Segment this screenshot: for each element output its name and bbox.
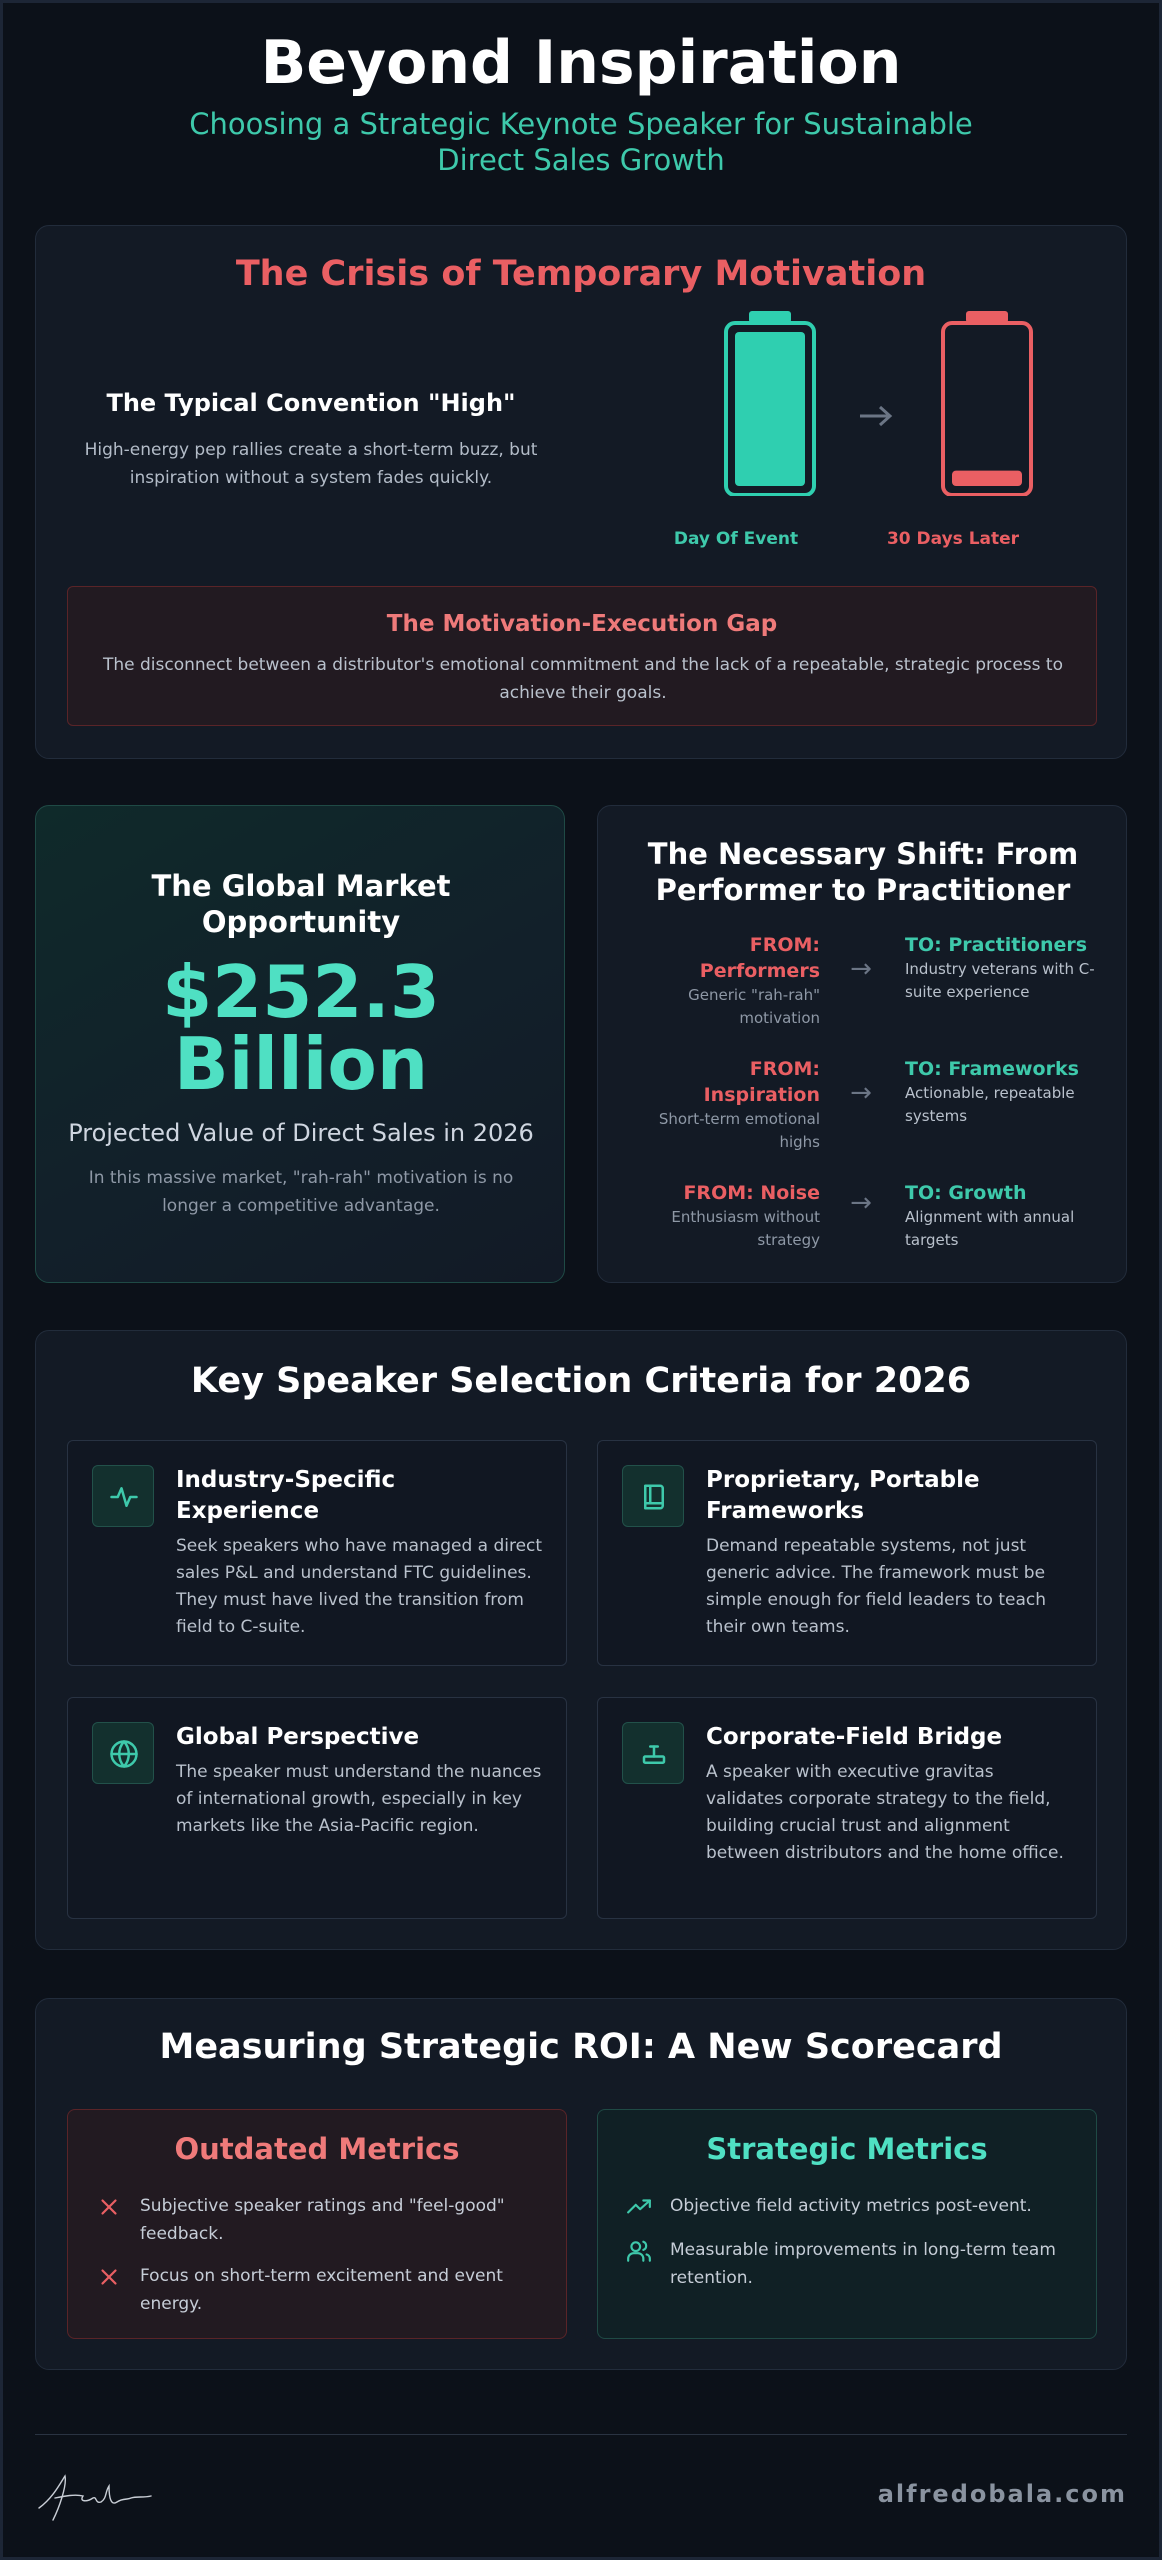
battery-low-label: 30 Days Later [886,529,1020,549]
shift-card [597,805,1127,1283]
x-icon [96,2264,122,2290]
users-icon [626,2238,652,2264]
page-title: Beyond Inspiration [260,28,902,98]
market-desc: In this massive market, "rah-rah" motivation is no longer a competitive advantage. [88,1168,514,1216]
arrow-right-icon: → [850,1078,872,1108]
x-icon [96,2194,122,2220]
page-subtitle: Choosing a Strategic Keynote Speaker for Sustainable Direct Sales Growth [189,107,973,177]
battery-full-icon [726,311,814,495]
criteria-card [67,1440,567,1666]
criteria-title: Key Speaker Selection Criteria for 2026 [190,1361,972,1401]
criteria-desc: Seek speakers who have managed a direct sales P&L and understand FTC guidelines. They must have lived the transition from field to C-suite. [176,1536,543,1637]
shift-from-desc: Enthusiasm without strategy [671,1208,820,1249]
strategic-metric-text: Objective field activity metrics post-event. [670,2196,1032,2216]
roi-section [35,1998,1127,2370]
shift-to [905,932,1105,1004]
criteria-desc: A speaker with executive gravitas validates corporate strategy to the field, building crucial trust and alignment between distributors and the home office. [706,1762,1064,1863]
battery-low-level [952,471,1022,486]
market-value-unit: Billion [173,1022,429,1106]
criteria-title: Global Perspective [176,1724,420,1750]
shift-to-label: TO: Growth [905,1182,1027,1204]
outdated-metrics-title: Outdated Metrics [174,2132,460,2166]
arrow-right-icon [860,407,890,425]
outdated-metrics-box [67,2109,567,2339]
shift-from [645,1180,820,1252]
shift-from [645,1056,820,1154]
book-icon [622,1465,684,1527]
battery-full-label: Day Of Event [673,529,799,549]
criteria-title: Industry-Specific Experience [176,1467,396,1524]
shift-from-desc: Short-term emotional highs [658,1110,820,1151]
criteria-card [67,1697,567,1919]
strategic-metrics-title: Strategic Metrics [706,2132,988,2166]
strategic-metrics-box [597,2109,1097,2339]
arrow-right-icon: → [850,954,872,984]
shift-to-label: TO: Practitioners [905,934,1088,956]
outdated-metric-text: Subjective speaker ratings and "feel-good" feedback. [140,2196,505,2244]
market-card [35,805,565,1283]
convention-high-title: The Typical Convention "High" [106,389,516,417]
gap-callout [67,586,1097,726]
market-value [46,950,556,1106]
shift-to-desc: Alignment with annual targets [905,1208,1075,1249]
strategic-metric-text: Measurable improvements in long-term team retention. [670,2240,1056,2288]
criteria-title: Corporate-Field Bridge [706,1724,1003,1750]
shift-to [905,1180,1105,1252]
podium-icon [622,1722,684,1784]
battery-full-level [735,332,805,486]
gap-desc: The disconnect between a distributor's emotional commitment and the lack of a repeatable, strategic process to achieve their goals. [102,655,1063,703]
battery-low-icon [943,311,1031,495]
outdated-metric-text: Focus on short-term excitement and event energy. [140,2266,503,2314]
shift-from-label: FROM: Inspiration [703,1058,820,1106]
signature-logo [35,2468,155,2524]
market-value-amount: $252.3 [162,950,440,1034]
shift-to-desc: Industry veterans with C-suite experience [905,960,1095,1001]
shift-to-label: TO: Frameworks [905,1058,1079,1080]
shift-from [645,932,820,1030]
shift-to [905,1056,1105,1128]
shift-to-desc: Actionable, repeatable systems [905,1084,1075,1125]
criteria-section [35,1330,1127,1950]
shift-from-label: FROM: Noise [683,1182,820,1204]
crisis-title: The Crisis of Temporary Motivation [235,254,927,294]
shift-from-label: FROM: Performers [699,934,820,982]
market-label: Projected Value of Direct Sales in 2026 [68,1119,534,1147]
gap-title: The Motivation-Execution Gap [386,611,778,637]
criteria-desc: The speaker must understand the nuances of international growth, especially in key markets like the Asia-Pacific region. [176,1762,542,1836]
market-title: The Global Market Opportunity [151,869,451,939]
shift-title: The Necessary Shift: From Performer to Practitioner [647,837,1079,907]
activity-icon [92,1465,154,1527]
battery-comparison [676,311,1066,496]
criteria-card [597,1440,1097,1666]
arrow-right-icon: → [850,1188,872,1218]
trending-up-icon [626,2194,652,2220]
footer-divider [35,2434,1127,2435]
roi-title: Measuring Strategic ROI: A New Scorecard [159,2027,1003,2067]
shift-from-desc: Generic "rah-rah" motivation [688,986,820,1027]
footer-site: alfredobala.com [877,2480,1127,2508]
criteria-title: Proprietary, Portable Frameworks [706,1467,980,1524]
globe-icon [92,1722,154,1784]
criteria-card [597,1697,1097,1919]
convention-high-desc: High-energy pep rallies create a short-term buzz, but inspiration without a system fades quickly. [84,440,538,488]
crisis-section [35,225,1127,759]
criteria-desc: Demand repeatable systems, not just generic advice. The framework must be simple enough for field leaders to teach their own teams. [706,1536,1046,1637]
